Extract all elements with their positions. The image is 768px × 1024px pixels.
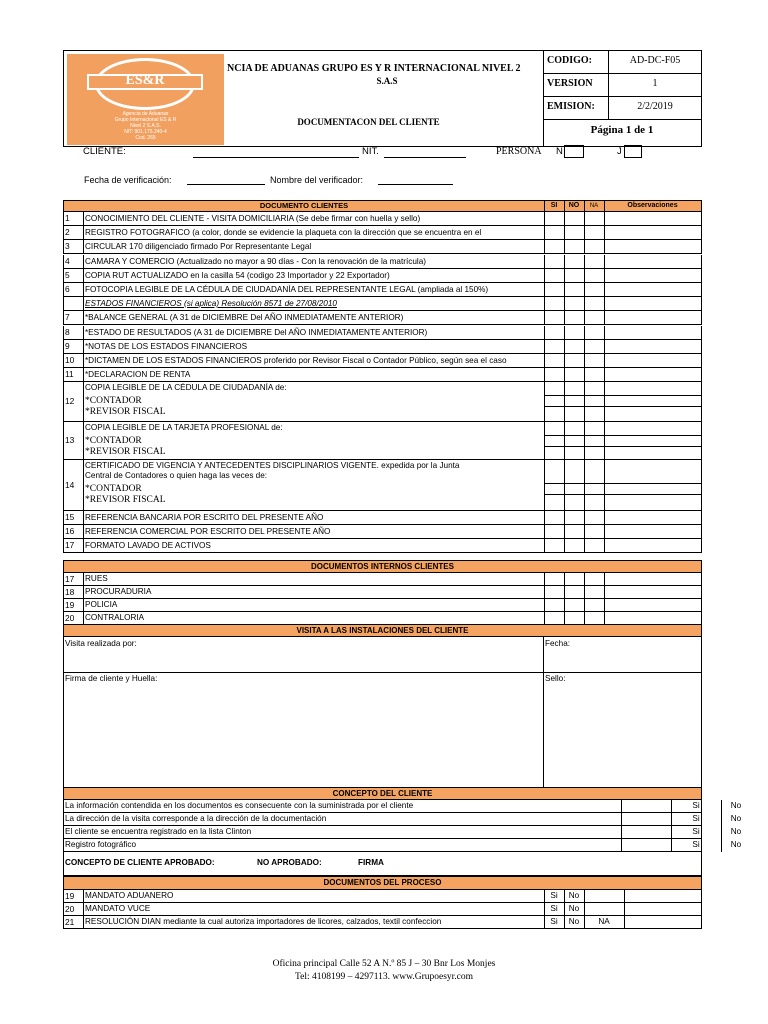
client-label: CLIENTE: (83, 146, 126, 157)
row-text: CONOCIMIENTO DEL CLIENTE - VISITA DOMICILIARIA (Se debe firmar con huella y sello) (85, 214, 421, 223)
observaciones-cell[interactable] (605, 326, 701, 339)
row-text: *ESTADO DE RESULTADOS (A 31 de DICIEMBRE Del AÑO INMEDIATAMENTE ANTERIOR) (85, 328, 428, 337)
concepto-si-option[interactable]: Si (692, 827, 700, 836)
si-checkbox[interactable] (545, 297, 564, 310)
document-row (63, 354, 702, 368)
si-checkbox[interactable] (545, 511, 564, 524)
col-divider (83, 311, 84, 325)
no-checkbox[interactable] (565, 573, 584, 585)
concepto-text: Registro fotográfico (65, 840, 136, 849)
concepto-row (63, 800, 742, 813)
na-checkbox[interactable] (585, 297, 604, 310)
concepto-no-option[interactable]: No (730, 801, 742, 810)
col-divider (83, 599, 84, 612)
no-checkbox[interactable] (565, 511, 584, 524)
col-divider (621, 800, 622, 813)
proceso-no-option[interactable]: No (568, 904, 580, 913)
row-number: 17 (65, 540, 75, 550)
col-divider (83, 382, 84, 422)
emision-value: 2/2/2019 (609, 97, 701, 120)
col-divider (83, 212, 84, 226)
observaciones-cell[interactable] (605, 599, 701, 611)
fecha-verificacion-label: Fecha de verificación: (84, 175, 172, 185)
document-row (63, 311, 702, 325)
col-divider (83, 269, 84, 283)
observaciones-cell[interactable] (605, 255, 701, 268)
col-divider (83, 916, 84, 929)
na-checkbox[interactable] (585, 269, 604, 282)
observaciones-cell[interactable] (605, 212, 701, 225)
internal-doc-row (63, 586, 702, 599)
no-checkbox[interactable] (565, 612, 584, 624)
document-row (63, 326, 702, 340)
row-title: Central de Contadores o quien haga las veces de: (85, 471, 268, 480)
agency-title-sas: S.A.S (376, 76, 398, 86)
row-number: 18 (65, 587, 75, 597)
revisor-fiscal-option: *REVISOR FISCAL (85, 407, 166, 417)
proceso-si-option[interactable]: Si (550, 904, 558, 913)
col-divider (83, 240, 84, 254)
firma-huella-area[interactable] (65, 687, 541, 791)
row-text: MANDATO VUCE (85, 904, 151, 913)
no-header: NO (568, 202, 580, 209)
row-number: 7 (65, 312, 70, 322)
no-checkbox[interactable] (565, 340, 584, 353)
no-checkbox[interactable] (565, 368, 584, 381)
row-text: *NOTAS DE LOS ESTADOS FINANCIEROS (85, 342, 248, 351)
document-row (63, 269, 702, 283)
nit-field[interactable] (384, 157, 466, 158)
header-block (63, 50, 702, 147)
si-checkbox[interactable] (545, 525, 564, 538)
row-number: 11 (65, 369, 74, 379)
col-divider (584, 903, 585, 916)
persona-n-label: N (556, 146, 563, 157)
no-checkbox[interactable] (565, 255, 584, 268)
col-divider (83, 255, 84, 269)
observaciones-cell[interactable] (605, 525, 701, 538)
document-row (63, 368, 702, 382)
row-number: 1 (65, 213, 70, 223)
na-checkbox[interactable] (585, 599, 604, 611)
na-checkbox[interactable] (585, 460, 604, 510)
na-checkbox[interactable] (585, 354, 604, 367)
na-checkbox[interactable] (585, 539, 604, 552)
row-text: REFERENCIA COMERCIAL POR ESCRITO DEL PRESENTE AÑO (85, 527, 331, 536)
logo-text: ES&R (125, 73, 165, 88)
no-checkbox[interactable] (565, 460, 584, 510)
observaciones-cell[interactable] (605, 422, 701, 459)
document-row (63, 539, 702, 553)
col-divider (83, 460, 84, 511)
col-divider (621, 813, 622, 826)
visita-header: VISITA A LAS INSTALACIONES DEL CLIENTE (63, 624, 702, 637)
no-checkbox[interactable] (565, 422, 584, 459)
na-checkbox[interactable] (585, 255, 604, 268)
si-checkbox[interactable] (545, 311, 564, 324)
concepto-no-option[interactable]: No (730, 827, 742, 836)
na-checkbox[interactable] (585, 212, 604, 225)
observaciones-cell[interactable] (605, 511, 701, 524)
row-number: 15 (65, 512, 75, 522)
no-checkbox[interactable] (565, 539, 584, 552)
si-checkbox[interactable] (545, 460, 564, 510)
col-divider (83, 297, 84, 311)
si-checkbox[interactable] (545, 539, 564, 552)
row-text: COPIA RUT ACTUALIZADO en la casilla 54 (codigo 23 Importador y 22 Exportador) (85, 271, 390, 280)
concepto-si-option[interactable]: Si (692, 801, 700, 810)
document-row (63, 283, 702, 297)
company-logo (67, 54, 224, 145)
document-subtitle: DOCUMENTACON DEL CLIENTE (297, 117, 440, 127)
col-divider (543, 637, 544, 673)
row-number: 21 (65, 917, 75, 927)
contador-option: *CONTADOR (85, 436, 142, 446)
observaciones-cell[interactable] (605, 573, 701, 585)
persona-n-checkbox[interactable] (564, 145, 584, 158)
process-doc-row (63, 890, 702, 903)
no-checkbox[interactable] (565, 311, 584, 324)
persona-j-label: J (617, 146, 622, 157)
internos-header: DOCUMENTOS INTERNOS CLIENTES (63, 560, 702, 573)
na-header: NA (589, 203, 599, 209)
col-divider (83, 573, 84, 586)
revisor-fiscal-option: *REVISOR FISCAL (85, 495, 166, 505)
document-row (63, 297, 702, 311)
si-checkbox[interactable] (545, 240, 564, 253)
na-checkbox[interactable] (585, 382, 604, 421)
row-text: FOTOCOPIA LEGIBLE DE LA CÉDULA DE CIUDADANÍA DEL REPRESENTANTE LEGAL (ampliada al 150%) (85, 285, 489, 294)
na-checkbox[interactable] (585, 368, 604, 381)
document-row (63, 226, 702, 240)
row-text: MANDATO ADUANERO (85, 891, 174, 900)
concepto-row (63, 826, 742, 839)
si-checkbox[interactable] (545, 212, 564, 225)
na-checkbox[interactable] (585, 422, 604, 459)
client-name-field[interactable] (193, 157, 359, 158)
row-number: 13 (65, 435, 75, 445)
no-checkbox[interactable] (565, 354, 584, 367)
document-row-multi (63, 422, 702, 460)
process-doc-row (63, 903, 702, 916)
concepto-text: La dirección de la visita corresponde a la dirección de la documentación (65, 814, 327, 823)
na-checkbox[interactable] (585, 612, 604, 624)
logo-caption (71, 111, 220, 141)
logo-line: Cod. 265 (135, 135, 156, 141)
concepto-header: CONCEPTO DEL CLIENTE (63, 787, 702, 800)
na-checkbox[interactable] (585, 511, 604, 524)
na-checkbox[interactable] (585, 573, 604, 585)
no-checkbox[interactable] (565, 269, 584, 282)
observaciones-cell[interactable] (605, 539, 701, 552)
revisor-fiscal-option: *REVISOR FISCAL (85, 447, 166, 457)
proceso-no-option[interactable]: No (568, 891, 580, 900)
proceso-si-option[interactable]: Si (550, 891, 558, 900)
sello-label: Sello: (545, 674, 566, 683)
process-doc-row (63, 916, 702, 929)
col-divider (83, 525, 84, 539)
document-row (63, 511, 702, 525)
visita-row (63, 637, 702, 673)
observaciones-cell[interactable] (605, 269, 701, 282)
contador-option: *CONTADOR (85, 484, 142, 494)
no-checkbox[interactable] (565, 326, 584, 339)
si-checkbox[interactable] (545, 612, 564, 624)
col-divider (83, 326, 84, 340)
proceso-si-option[interactable]: Si (550, 917, 558, 926)
si-checkbox[interactable] (545, 599, 564, 611)
col-divider (83, 903, 84, 916)
row-number: 10 (65, 355, 75, 365)
col-divider (83, 586, 84, 599)
row-number: 3 (65, 241, 70, 251)
page-indicator: Página 1 de 1 (590, 124, 654, 136)
na-checkbox[interactable] (585, 226, 604, 239)
row-text: CIRCULAR 170 diligenciado firmado Por Representante Legal (85, 242, 312, 251)
row-text: RESOLUCIÓN DIAN mediante la cual autoriza importadores de licores, calzados, textil confeccion (85, 917, 442, 926)
proceso-no-option[interactable]: No (568, 917, 580, 926)
row-number: 17 (65, 574, 75, 584)
si-checkbox[interactable] (545, 422, 564, 459)
row-title: COPIA LEGIBLE DE LA CÉDULA DE CIUDADANÍA de: (85, 383, 287, 392)
document-row (63, 240, 702, 254)
si-checkbox[interactable] (545, 340, 564, 353)
firma-huella-label: Firma de cliente y Huella: (65, 674, 158, 683)
concepto-row (63, 813, 742, 826)
codigo-value: AD-DC-F05 (609, 51, 701, 74)
observaciones-cell[interactable] (605, 340, 701, 353)
row-number: 6 (65, 284, 70, 294)
col-divider (83, 890, 84, 903)
row-number: 4 (65, 256, 70, 266)
col-divider (83, 340, 84, 354)
nombre-verificador-field[interactable] (378, 184, 453, 185)
si-checkbox[interactable] (545, 283, 564, 296)
observaciones-cell[interactable] (605, 297, 701, 310)
row-number: 16 (65, 526, 75, 536)
version-value: 1 (609, 74, 701, 97)
row-text: *DECLARACION DE RENTA (85, 370, 191, 379)
si-checkbox[interactable] (545, 226, 564, 239)
observaciones-cell[interactable] (605, 311, 701, 324)
concepto-si-option[interactable]: Si (692, 814, 700, 823)
internal-doc-row (63, 599, 702, 612)
concepto-text: La información contendida en los documentos es consecuente con la suministrada por el cliente (65, 801, 414, 810)
logo-line: Agencia de Aduanas (122, 111, 169, 117)
col-divider (83, 539, 84, 553)
si-checkbox[interactable] (545, 354, 564, 367)
concepto-no-option[interactable]: No (730, 840, 742, 849)
col-divider (584, 890, 585, 903)
codigo-label: CODIGO: (543, 51, 609, 74)
row-number: 2 (65, 227, 70, 237)
visita-realizada-field[interactable] (164, 639, 534, 669)
row-number: 20 (65, 904, 75, 914)
header-meta (543, 51, 701, 146)
no-checkbox[interactable] (565, 212, 584, 225)
col-divider (83, 354, 84, 368)
proceso-na-option[interactable]: NA (598, 917, 610, 926)
no-checkbox[interactable] (565, 297, 584, 310)
obs-header: Observaciones (627, 202, 678, 209)
row-number: 5 (65, 270, 70, 280)
col-divider (543, 673, 544, 795)
si-checkbox[interactable] (545, 269, 564, 282)
proceso-header: DOCUMENTOS DEL PROCESO (63, 876, 702, 890)
observaciones-cell[interactable] (625, 903, 701, 915)
si-checkbox[interactable] (545, 573, 564, 585)
row-text: *DICTAMEN DE LOS ESTADOS FINANCIEROS proferido por Revisor Fiscal o Contador Público, según sea el caso (85, 356, 507, 365)
sello-area[interactable] (545, 687, 699, 791)
row-text: PROCURADURIA (85, 587, 152, 596)
concepto-si-option[interactable]: Si (692, 840, 700, 849)
no-checkbox[interactable] (565, 382, 584, 421)
na-checkbox[interactable] (585, 311, 604, 324)
logo-line: Grupo Internacional ES & R (114, 117, 177, 123)
no-checkbox[interactable] (565, 586, 584, 598)
row-text: RUES (85, 574, 108, 583)
visita-fecha-field[interactable] (574, 639, 694, 669)
observaciones-cell[interactable] (605, 460, 701, 510)
footer-contact: Tel: 4108199 – 4297113. www.Grupoesyr.com (294, 972, 474, 982)
observaciones-cell[interactable] (605, 354, 701, 367)
na-checkbox[interactable] (585, 586, 604, 598)
si-checkbox[interactable] (545, 382, 564, 421)
concepto-no-option[interactable]: No (730, 814, 742, 823)
row-text: CONTRALORIA (85, 613, 145, 622)
row-number: 12 (65, 396, 75, 406)
na-checkbox[interactable] (585, 283, 604, 296)
no-checkbox[interactable] (565, 525, 584, 538)
na-checkbox[interactable] (585, 240, 604, 253)
no-checkbox[interactable] (565, 240, 584, 253)
visita-fecha-label: Fecha: (545, 639, 571, 648)
observaciones-cell[interactable] (605, 240, 701, 253)
observaciones-cell[interactable] (605, 586, 701, 598)
concepto-text: El cliente se encuentra registrado en la lista Clinton (65, 827, 252, 836)
row-title: CERTIFICADO DE VIGENCIA Y ANTECEDENTES DISCIPLINARIOS VIGENTE. expedida por la Junta (85, 461, 460, 470)
si-header: SI (550, 202, 558, 209)
document-row-multi (63, 382, 702, 422)
no-aprobado-label[interactable]: NO APROBADO: (257, 858, 322, 867)
footer-address: Oficina principal Calle 52 A N.º 85 J – 30 Bnr Los Monjes (272, 959, 496, 969)
col-divider (83, 368, 84, 382)
row-text: *BALANCE GENERAL (A 31 de DICIEMBRE Del AÑO INMEDIATAMENTE ANTERIOR) (85, 313, 404, 322)
observaciones-cell[interactable] (605, 283, 701, 296)
row-text: REGISTRO FOTOGRAFICO (a color, donde se evidencie la plaqueta con la dirección que se encuentra en el (85, 228, 482, 237)
row-number: 14 (65, 480, 75, 490)
contador-option: *CONTADOR (85, 396, 142, 406)
row-text: ESTADOS FINANCIEROS (si aplica) Resolución 8571 de 27/08/2010 (85, 299, 337, 308)
document-row-multi (63, 460, 702, 511)
row-text: REFERENCIA BANCARIA POR ESCRITO DEL PRESENTE AÑO (85, 513, 324, 522)
na-checkbox[interactable] (585, 326, 604, 339)
row-title: COPIA LEGIBLE DE LA TARJETA PROFESIONAL de: (85, 423, 283, 432)
document-row (63, 255, 702, 269)
row-text: POLICIA (85, 600, 118, 609)
si-checkbox[interactable] (545, 326, 564, 339)
col-divider (83, 511, 84, 525)
fecha-verificacion-field[interactable] (187, 184, 265, 185)
row-number: 20 (65, 613, 75, 623)
row-text: CAMARA Y COMERCIO (Actualizado no mayor a 90 días - Con la renovación de la matrícula) (85, 257, 426, 266)
col-divider (621, 826, 622, 839)
si-checkbox[interactable] (545, 586, 564, 598)
na-checkbox[interactable] (585, 525, 604, 538)
row-number: 19 (65, 891, 75, 901)
observaciones-cell[interactable] (625, 890, 701, 902)
row-number: 9 (65, 341, 70, 351)
col-divider (83, 283, 84, 297)
logo-line: NIT: 901.175.240-4 (124, 129, 167, 135)
row-number: 19 (65, 600, 75, 610)
row-text: FORMATO LAVADO DE ACTIVOS (85, 541, 211, 550)
no-checkbox[interactable] (565, 226, 584, 239)
logo-line: Nivel 2 S.A.S. (130, 123, 161, 129)
observaciones-cell[interactable] (605, 226, 701, 239)
emision-label: EMISION: (543, 97, 609, 120)
si-checkbox[interactable] (545, 368, 564, 381)
document-row (63, 212, 702, 226)
observaciones-cell[interactable] (625, 916, 701, 928)
row-number: 8 (65, 327, 70, 337)
visita-realizada-label: Visita realizada por: (65, 639, 137, 648)
aprobado-label[interactable]: CONCEPTO DE CLIENTE APROBADO: (65, 858, 215, 867)
persona-j-checkbox[interactable] (624, 145, 642, 158)
observaciones-cell[interactable] (605, 612, 701, 624)
no-checkbox[interactable] (565, 283, 584, 296)
si-checkbox[interactable] (545, 255, 564, 268)
firma-row (63, 673, 702, 795)
persona-label: PERSONA (496, 146, 542, 157)
docs-header-title: DOCUMENTO CLIENTES (259, 201, 349, 210)
document-row (63, 525, 702, 539)
nit-label: NIT. (362, 146, 379, 157)
observaciones-cell[interactable] (605, 368, 701, 381)
firma-label: FIRMA (358, 858, 384, 867)
concepto-aprobado-row (63, 852, 702, 876)
col-divider (83, 226, 84, 240)
docs-header-row (63, 200, 702, 212)
col-divider (83, 422, 84, 460)
document-row (63, 340, 702, 354)
observaciones-cell[interactable] (605, 382, 701, 421)
nombre-verificador-label: Nombre del verificador: (270, 175, 364, 185)
agency-title: NCIA DE ADUANAS GRUPO ES Y R INTERNACIONAL NIVEL 2 (227, 63, 521, 74)
version-label: VERSION (543, 74, 609, 97)
na-checkbox[interactable] (585, 340, 604, 353)
no-checkbox[interactable] (565, 599, 584, 611)
col-divider (621, 839, 622, 852)
internal-doc-row (63, 573, 702, 586)
concepto-row (63, 839, 742, 852)
